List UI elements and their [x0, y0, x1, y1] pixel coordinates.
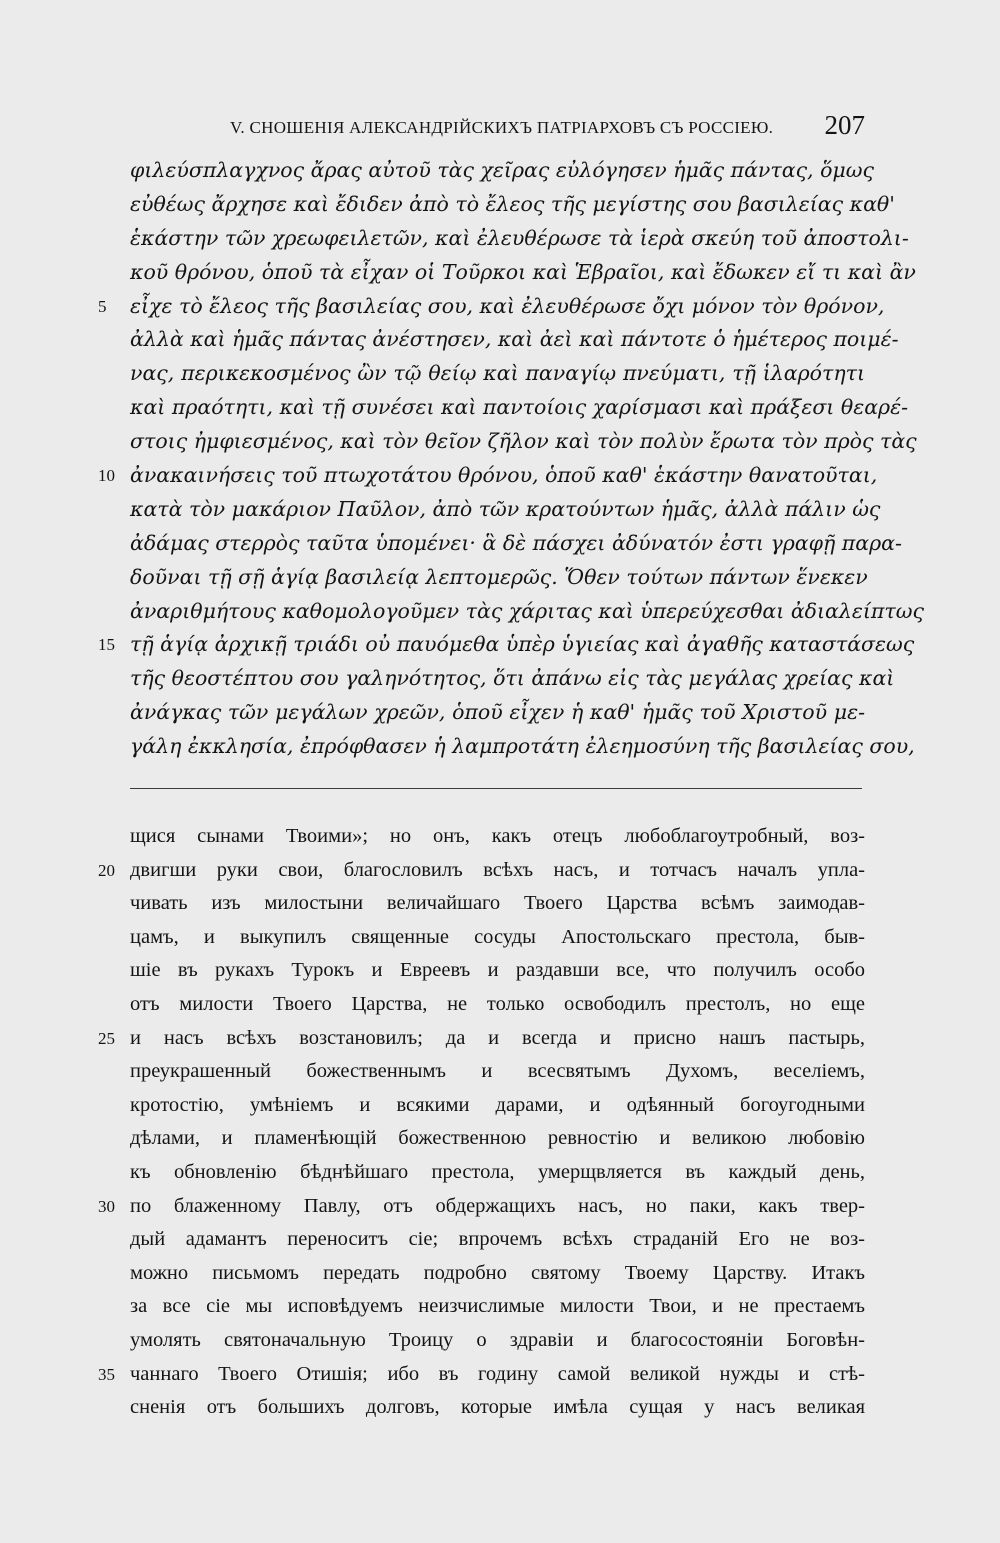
line-number: 15	[98, 635, 115, 655]
text-line	[98, 1358, 865, 1392]
divider-rule	[130, 788, 862, 789]
line-text: φιλεύσπλαγχνος ἄρας αὐτοῦ τὰς χεῖρας εὐλόγησεν ἡμᾶς πάντας, ὅμως	[130, 158, 874, 182]
line-text: ἀνάγκας τῶν μεγάλων χρεῶν, ὁποῦ εἶχεν ἡ καθ' ἡμᾶς τοῦ Χριστοῦ με-	[130, 700, 865, 725]
line-text: εἶχε τὸ ἔλεος τῆς βασιλείας σου, καὶ ἐλευθέρωσε ὄχι μόνον τὸν θρόνον,	[130, 293, 885, 318]
line-text: κοῦ θρόνου, ὁποῦ τὰ εἶχαν οἱ Τοῦρκοι καὶ Ἑβραῖοι, καὶ ἔδωκεν εἴ τι καὶ ἂν	[130, 259, 916, 284]
page-number: 207	[824, 110, 865, 140]
text-line	[98, 628, 915, 662]
running-head: V. СНОШЕНІЯ АЛЕКСАНДРІЙСКИХЪ ПАТРІАРХОВЪ СЪ РОССІЕЮ.	[230, 118, 774, 137]
line-text: γάλη ἐκκλησία, ἐπρόφθασεν ἡ λαμπροτάτη ἐλεημοσύνη τῆς βασιλείας σου,	[130, 734, 915, 759]
line-text: καὶ πραότητι, καὶ τῇ συνέσει καὶ παντοίοις χαρίσμασι καὶ πράξεσι θεαρέ-	[130, 395, 909, 420]
line-text: κατὰ τὸν μακάριον Παῦλον, ἀπὸ τῶν κρατούντων ἡμᾶς, ἀλλὰ πάλιν ὡς	[130, 496, 881, 521]
text-line	[130, 425, 917, 459]
line-text: и насъ всѣхъ возстановилъ; да и всегда и присно нашъ пастырь,	[130, 1026, 865, 1049]
line-text: δοῦναι τῇ σῇ ἁγίᾳ βασιλείᾳ λεπτομερῶς. Ὅθεν τούτων πάντων ἕνεκεν	[130, 564, 868, 589]
line-text: кротостію, умѣніемъ и всякими дарами, и одѣянный богоугодными	[130, 1093, 865, 1116]
line-text: ἀνακαινήσεις τοῦ πτωχοτάτου θρόνου, ὁποῦ καθ' ἑκάστην θανατοῦται,	[130, 463, 878, 488]
line-text: по блаженному Павлу, отъ обдержащихъ насъ, но паки, какъ твер-	[130, 1194, 865, 1217]
text-line	[130, 1055, 865, 1089]
line-text: τῇ ἁγίᾳ ἀρχικῇ τριάδι οὐ παυόμεθα ὑπὲρ ὑγιείας καὶ ἀγαθῆς καταστάσεως	[130, 632, 915, 657]
line-text: сненія отъ большихъ долговъ, которые имѣла сущая у насъ великая	[130, 1396, 865, 1419]
text-line	[130, 1391, 865, 1425]
line-number: 30	[98, 1196, 115, 1216]
russian-text-block	[98, 820, 865, 1425]
line-number: 25	[98, 1028, 115, 1048]
text-line	[130, 887, 865, 921]
text-line	[130, 1290, 865, 1324]
line-text: ἑκάστην τῶν χρεωφειλετῶν, καὶ ἐλευθέρωσε τὰ ἱερὰ σκεύη τοῦ ἀποστολι-	[130, 225, 909, 250]
text-line	[130, 921, 865, 955]
text-line	[130, 561, 868, 595]
text-line	[130, 256, 916, 290]
text-line	[130, 1324, 865, 1358]
line-text: отъ милости Твоего Царства, не только освободилъ престолъ, но еще	[130, 992, 865, 1015]
greek-text-block	[98, 154, 924, 764]
text-line	[130, 1122, 865, 1156]
text-line	[130, 1257, 865, 1291]
line-text: νας, περικεκοσμένος ὢν τῷ θείῳ καὶ παναγίῳ πνεύματι, τῇ ἱλαρότητι	[130, 361, 865, 386]
text-line	[130, 820, 865, 854]
line-number: 5	[98, 296, 107, 316]
line-text: ἀλλὰ καὶ ἡμᾶς πάντας ἀνέστησεν, καὶ ἀεὶ καὶ πάντοτε ὁ ἡμέτερος ποιμέ-	[130, 327, 899, 352]
text-line	[130, 730, 915, 764]
line-text: τῆς θεοστέπτου σου γαληνότητος, ὅτι ἀπάνω εἰς τὰς μεγάλας χρείας καὶ	[130, 666, 895, 691]
text-line	[98, 459, 878, 493]
text-line	[130, 188, 895, 222]
line-text: преукрашенный божественнымъ и всесвятымъ Духомъ, веселіемъ,	[130, 1060, 865, 1083]
text-line	[130, 1089, 865, 1123]
line-text: къ обновленію бѣднѣйшаго престола, умерщвляется въ каждый день,	[130, 1160, 865, 1183]
line-text: ἀναριθμήτους καθομολογοῦμεν τὰς χάριτας καὶ ὑπερεύχεσθαι ἀδιαλείπτως	[130, 598, 924, 623]
line-text: можно письмомъ передать подробно святому Твоему Царству. Итакъ	[130, 1261, 865, 1284]
text-line	[130, 988, 865, 1022]
text-line	[98, 1022, 865, 1056]
line-text: дѣлами, и пламенѣющій божественною ревностію и великою любовію	[130, 1127, 865, 1150]
page-header	[130, 110, 865, 146]
line-text: στοις ἠμφιεσμένος, καὶ τὸν θεῖον ζῆλον καὶ τὸν πολὺν ἔρωτα τὸν πρὸς τὰς	[130, 429, 917, 454]
line-text: щися сынами Твоими»; но онъ, какъ отецъ любоблагоутробный, воз-	[130, 825, 865, 847]
line-number: 20	[98, 860, 115, 880]
text-line	[130, 154, 874, 188]
text-line	[130, 391, 909, 425]
line-text: шіе въ рукахъ Турокъ и Евреевъ и раздавши все, что получилъ особо	[130, 959, 865, 982]
line-number: 10	[98, 466, 115, 486]
text-line	[130, 323, 899, 357]
text-line	[130, 662, 895, 696]
line-text: εὐθέως ἄρχησε καὶ ἔδιδεν ἀπὸ τὸ ἔλεος τῆς μεγίστης σου βασιλείας καθ'	[130, 191, 895, 216]
line-text: цамъ, и выкупилъ священные сосуды Апостольскаго престола, быв-	[130, 925, 865, 948]
line-text: за все сіе мы исповѣдуемъ неизчислимые милости Твои, и не престаемъ	[130, 1295, 865, 1318]
line-text: чивать изъ милостыни величайшаго Твоего Царства всѣмъ заимодав-	[130, 892, 865, 915]
text-line	[130, 493, 881, 527]
text-line	[98, 1190, 865, 1224]
text-line	[130, 357, 865, 391]
text-line	[130, 595, 924, 629]
line-text: ἀδάμας στερρὸς ταῦτα ὑπομένει· ἃ δὲ πάσχει ἀδύνατόν ἐστι γραφῇ παρα-	[130, 530, 902, 555]
text-line	[98, 290, 885, 324]
text-line	[130, 696, 865, 730]
text-line	[130, 1156, 865, 1190]
line-text: умолять святоначальную Троицу о здравіи и благосостояніи Боговѣн-	[130, 1328, 865, 1351]
line-text: дый адамантъ переноситъ сіе; впрочемъ всѣхъ страданій Его не воз-	[130, 1228, 865, 1251]
line-text: двигши руки свои, благословилъ всѣхъ насъ, и тотчасъ началъ упла-	[130, 858, 865, 881]
line-number: 35	[98, 1364, 115, 1384]
line-text: чаннаго Твоего Отишія; ибо въ годину самой великой нужды и стѣ-	[130, 1362, 865, 1385]
text-line	[130, 222, 909, 256]
text-line	[130, 954, 865, 988]
text-line	[130, 527, 902, 561]
text-line	[98, 854, 865, 888]
text-line	[130, 1223, 865, 1257]
